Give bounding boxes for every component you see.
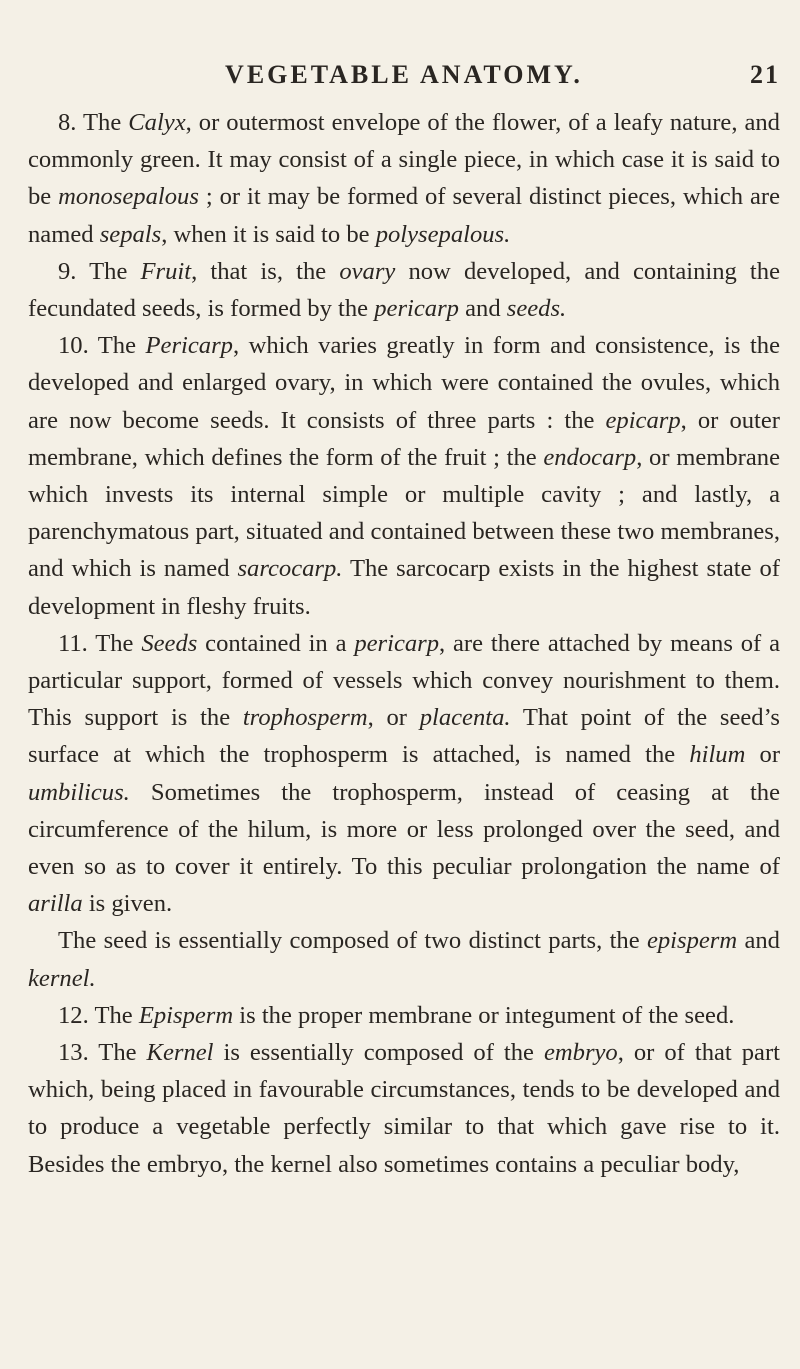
- page-header: [28, 60, 780, 104]
- body-text: [28, 104, 780, 1183]
- text-run: 13. The: [58, 1039, 147, 1067]
- book-page: [28, 60, 780, 1183]
- text-run: , or membrane which invests its internal simple or multiple cavity ; and lastly, a parenchymatous part, situated and contained between these two membranes, and which is named: [28, 443, 780, 583]
- italic-term: episperm: [646, 927, 738, 955]
- paragraph-p9: [28, 253, 780, 327]
- italic-term: Fruit: [140, 257, 192, 285]
- italic-term: Kernel: [146, 1039, 214, 1067]
- italic-term: embryo: [543, 1039, 618, 1067]
- text-run: , or of that part which, being placed in favourable circumstances, tends to be developed and to produce a vegetable perfectly similar to that which gave rise to it. Besides the embryo, the kernel also sometimes contains a peculiar body,: [28, 1039, 780, 1178]
- italic-term: sarcocarp.: [237, 555, 343, 583]
- text-run: 9. The: [58, 257, 141, 285]
- text-run: and: [737, 927, 780, 955]
- italic-term: endocarp: [543, 443, 637, 471]
- paragraph-p12: [28, 997, 780, 1034]
- text-run: ; or it may be formed of several distinct pieces, which are named: [28, 183, 780, 248]
- text-run: , when it is said to be: [161, 220, 376, 248]
- text-run: 12. The: [58, 1001, 139, 1029]
- italic-term: Episperm: [138, 1001, 234, 1029]
- text-run: is given.: [82, 890, 173, 918]
- page-number: 21: [750, 60, 780, 89]
- paragraph-p11: [28, 625, 780, 923]
- italic-term: kernel.: [28, 964, 96, 992]
- paragraph-p10: [28, 327, 780, 625]
- italic-term: Calyx: [128, 109, 186, 136]
- text-run: Sometimes the trophosperm, instead of ceasing at the circumference of the hilum, is more or less prolonged over the seed, and even so as to cover it entirely. To this peculiar prolongation the name of: [28, 778, 780, 881]
- italic-term: pericarp: [354, 629, 440, 657]
- text-run: , are there attached by means of a particular support, formed of vessels which convey nourishment to them. This support is the: [28, 629, 780, 732]
- text-run: 8. The: [58, 109, 129, 136]
- text-run: , which varies greatly in form and consistence, is the developed and enlarged ovary, in which were contained the ovules, which are now become seeds. It consists of three parts : the: [28, 332, 780, 434]
- italic-term: arilla: [28, 890, 83, 918]
- paragraph-p11b: [28, 922, 780, 996]
- text-run: or: [745, 741, 781, 769]
- italic-term: umbilicus.: [28, 778, 130, 806]
- italic-term: seeds.: [506, 295, 567, 323]
- text-run: now developed, and containing the fecundated seeds, is formed by the: [28, 257, 780, 323]
- text-run: and: [458, 295, 507, 323]
- italic-term: pericarp: [374, 295, 459, 323]
- italic-term: sepals: [99, 220, 162, 248]
- italic-term: Pericarp: [145, 332, 233, 360]
- text-run: The seed is essentially composed of two distinct parts, the: [58, 927, 647, 955]
- text-run: The sarcocarp exists in the highest state of development in fleshy fruits.: [28, 555, 781, 620]
- italic-term: trophosperm: [242, 704, 368, 732]
- italic-term: placenta.: [419, 704, 511, 732]
- text-run: is essentially composed of the: [213, 1039, 544, 1067]
- text-run: , that is, the: [191, 257, 340, 285]
- running-title: VEGETABLE ANATOMY.: [225, 60, 583, 89]
- italic-term: ovary: [339, 257, 396, 285]
- text-run: That point of the seed’s surface at which the trophosperm is attached, is named the: [28, 704, 780, 769]
- text-run: contained in a: [197, 629, 355, 657]
- italic-term: monosepalous: [58, 183, 199, 211]
- text-run: , or outermost envelope of the flower, of a leafy nature, and commonly green. It may consist of a single piece, in which case it is said to be: [28, 109, 780, 211]
- text-run: 11. The: [58, 629, 142, 657]
- paragraph-p13: [28, 1034, 780, 1183]
- text-run: , or outer membrane, which defines the form of the fruit ; the: [28, 406, 780, 471]
- text-run: 10. The: [58, 332, 146, 360]
- text-run: , or: [367, 704, 420, 732]
- paragraph-p8: [28, 104, 780, 253]
- text-run: is the proper membrane or integument of the seed.: [233, 1001, 735, 1029]
- italic-term: hilum: [689, 741, 746, 769]
- italic-term: Seeds: [141, 629, 198, 657]
- italic-term: epicarp: [605, 406, 681, 434]
- italic-term: polysepalous.: [375, 220, 511, 248]
